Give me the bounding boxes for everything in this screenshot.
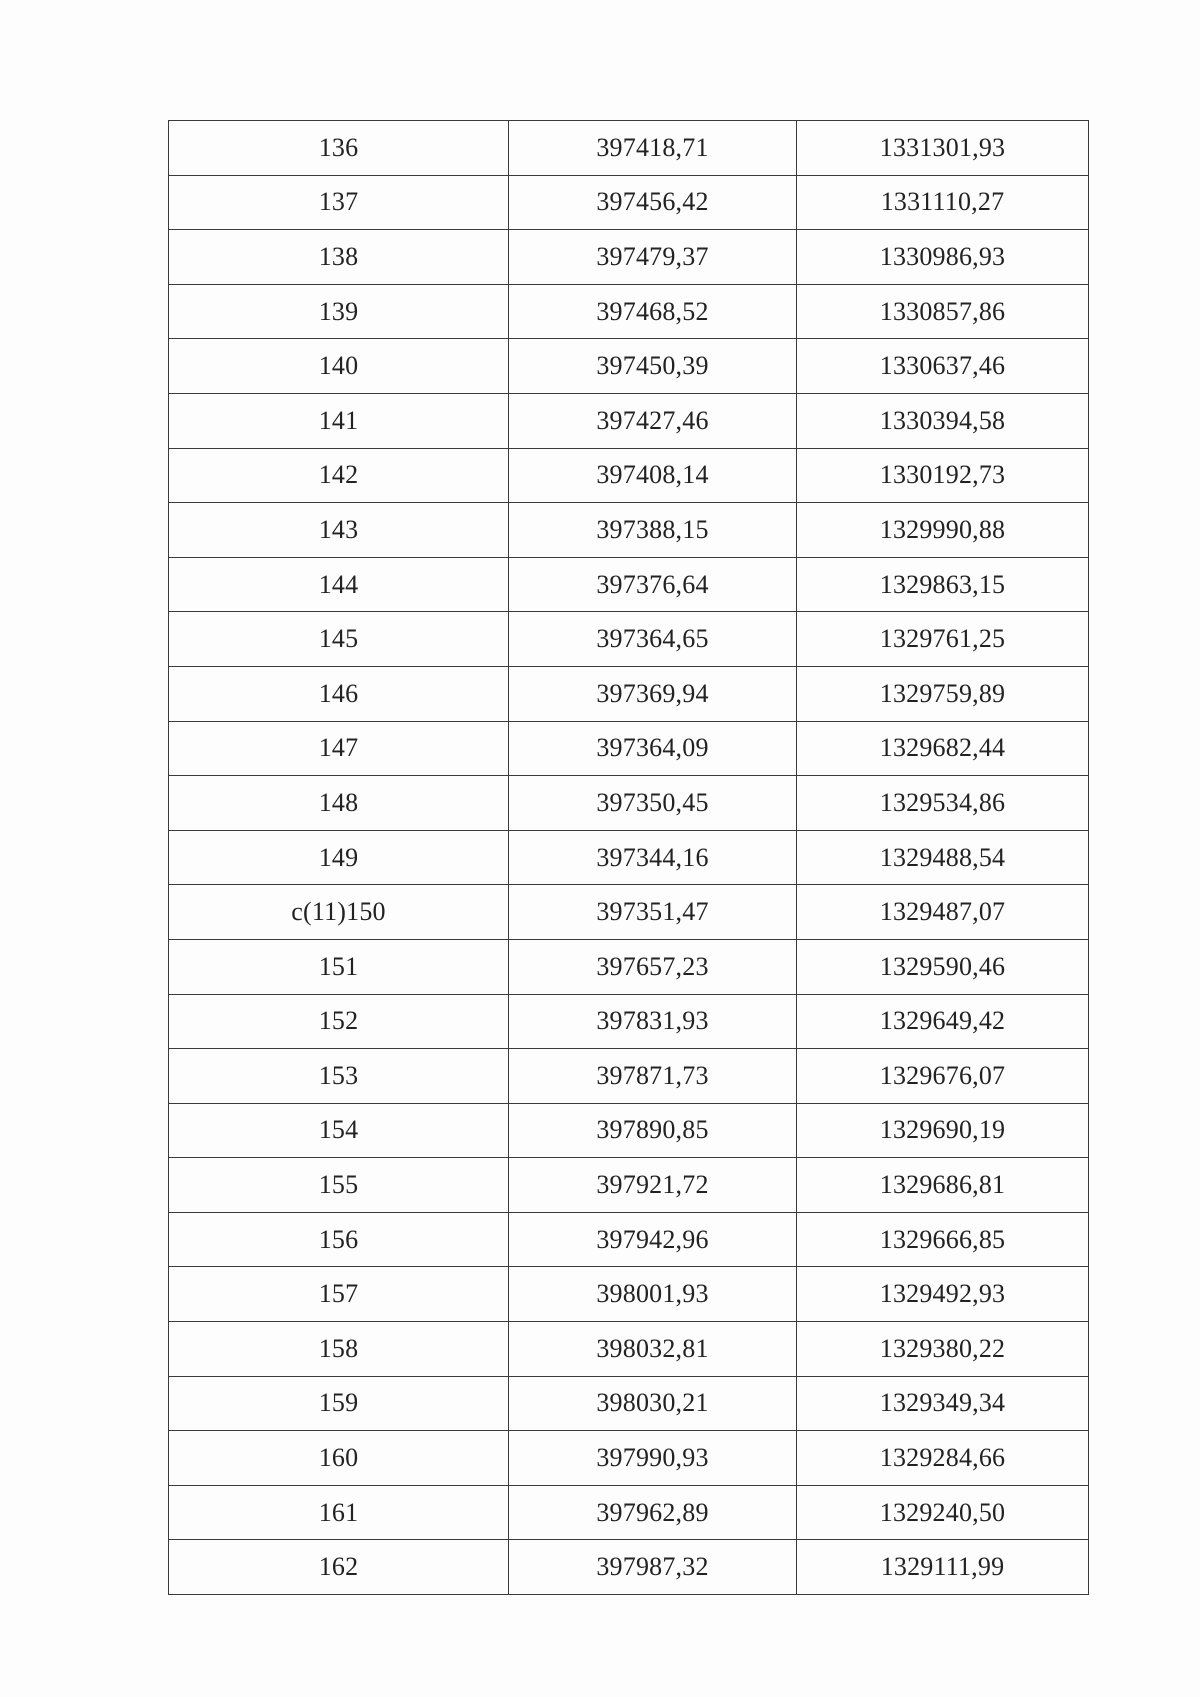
y-coordinate-cell: 1329284,66 <box>797 1431 1089 1486</box>
y-coordinate-cell: 1329590,46 <box>797 939 1089 994</box>
point-number-cell: 161 <box>169 1485 509 1540</box>
table-row <box>169 230 1089 285</box>
x-coordinate-cell: 397987,32 <box>509 1540 797 1595</box>
table-row <box>169 830 1089 885</box>
x-coordinate-cell: 397350,45 <box>509 776 797 831</box>
point-number-cell: 148 <box>169 776 509 831</box>
point-number-cell: 146 <box>169 666 509 721</box>
y-coordinate-cell: 1329676,07 <box>797 1049 1089 1104</box>
point-number-cell: 157 <box>169 1267 509 1322</box>
x-coordinate-cell: 397351,47 <box>509 885 797 940</box>
y-coordinate-cell: 1329990,88 <box>797 503 1089 558</box>
point-number-cell: 139 <box>169 284 509 339</box>
x-coordinate-cell: 397468,52 <box>509 284 797 339</box>
y-coordinate-cell: 1330986,93 <box>797 230 1089 285</box>
table-row <box>169 339 1089 394</box>
y-coordinate-cell: 1329666,85 <box>797 1212 1089 1267</box>
x-coordinate-cell: 397388,15 <box>509 503 797 558</box>
x-coordinate-cell: 397450,39 <box>509 339 797 394</box>
point-number-cell: 152 <box>169 994 509 1049</box>
y-coordinate-cell: 1329649,42 <box>797 994 1089 1049</box>
point-number-cell: 137 <box>169 175 509 230</box>
table-row <box>169 284 1089 339</box>
point-number-cell: 154 <box>169 1103 509 1158</box>
table-row <box>169 1376 1089 1431</box>
y-coordinate-cell: 1331110,27 <box>797 175 1089 230</box>
x-coordinate-cell: 397990,93 <box>509 1431 797 1486</box>
point-number-cell: 136 <box>169 121 509 176</box>
x-coordinate-cell: 397364,09 <box>509 721 797 776</box>
table-row <box>169 503 1089 558</box>
point-number-cell: 153 <box>169 1049 509 1104</box>
x-coordinate-cell: 397890,85 <box>509 1103 797 1158</box>
table-row <box>169 393 1089 448</box>
table-row <box>169 175 1089 230</box>
y-coordinate-cell: 1330637,46 <box>797 339 1089 394</box>
y-coordinate-cell: 1329863,15 <box>797 557 1089 612</box>
point-number-cell: 149 <box>169 830 509 885</box>
point-number-cell: 144 <box>169 557 509 612</box>
point-number-cell: 155 <box>169 1158 509 1213</box>
point-number-cell: c(11)150 <box>169 885 509 940</box>
x-coordinate-cell: 398001,93 <box>509 1267 797 1322</box>
point-number-cell: 159 <box>169 1376 509 1431</box>
x-coordinate-cell: 397831,93 <box>509 994 797 1049</box>
coordinates-table <box>168 120 1089 1595</box>
table-row <box>169 1431 1089 1486</box>
y-coordinate-cell: 1331301,93 <box>797 121 1089 176</box>
table-row <box>169 121 1089 176</box>
table-row <box>169 448 1089 503</box>
y-coordinate-cell: 1329682,44 <box>797 721 1089 776</box>
table-row <box>169 994 1089 1049</box>
point-number-cell: 142 <box>169 448 509 503</box>
table-row <box>169 612 1089 667</box>
x-coordinate-cell: 398030,21 <box>509 1376 797 1431</box>
table-row <box>169 1049 1089 1104</box>
x-coordinate-cell: 397871,73 <box>509 1049 797 1104</box>
point-number-cell: 141 <box>169 393 509 448</box>
y-coordinate-cell: 1330857,86 <box>797 284 1089 339</box>
y-coordinate-cell: 1330192,73 <box>797 448 1089 503</box>
x-coordinate-cell: 397456,42 <box>509 175 797 230</box>
table-row <box>169 557 1089 612</box>
point-number-cell: 162 <box>169 1540 509 1595</box>
point-number-cell: 156 <box>169 1212 509 1267</box>
x-coordinate-cell: 397376,64 <box>509 557 797 612</box>
y-coordinate-cell: 1329492,93 <box>797 1267 1089 1322</box>
point-number-cell: 138 <box>169 230 509 285</box>
y-coordinate-cell: 1329761,25 <box>797 612 1089 667</box>
point-number-cell: 147 <box>169 721 509 776</box>
coordinates-table-body <box>169 121 1089 1595</box>
x-coordinate-cell: 397479,37 <box>509 230 797 285</box>
table-row <box>169 666 1089 721</box>
x-coordinate-cell: 397921,72 <box>509 1158 797 1213</box>
table-row <box>169 1485 1089 1540</box>
x-coordinate-cell: 397369,94 <box>509 666 797 721</box>
point-number-cell: 158 <box>169 1322 509 1377</box>
x-coordinate-cell: 397408,14 <box>509 448 797 503</box>
x-coordinate-cell: 397418,71 <box>509 121 797 176</box>
y-coordinate-cell: 1329240,50 <box>797 1485 1089 1540</box>
y-coordinate-cell: 1329488,54 <box>797 830 1089 885</box>
point-number-cell: 143 <box>169 503 509 558</box>
table-row <box>169 1158 1089 1213</box>
table-row <box>169 776 1089 831</box>
y-coordinate-cell: 1329759,89 <box>797 666 1089 721</box>
x-coordinate-cell: 397364,65 <box>509 612 797 667</box>
x-coordinate-cell: 397942,96 <box>509 1212 797 1267</box>
table-row <box>169 1322 1089 1377</box>
point-number-cell: 160 <box>169 1431 509 1486</box>
table-row <box>169 1212 1089 1267</box>
y-coordinate-cell: 1329111,99 <box>797 1540 1089 1595</box>
x-coordinate-cell: 397344,16 <box>509 830 797 885</box>
point-number-cell: 151 <box>169 939 509 994</box>
point-number-cell: 140 <box>169 339 509 394</box>
y-coordinate-cell: 1329534,86 <box>797 776 1089 831</box>
x-coordinate-cell: 397962,89 <box>509 1485 797 1540</box>
y-coordinate-cell: 1329349,34 <box>797 1376 1089 1431</box>
y-coordinate-cell: 1329690,19 <box>797 1103 1089 1158</box>
table-row <box>169 939 1089 994</box>
table-row <box>169 885 1089 940</box>
x-coordinate-cell: 397657,23 <box>509 939 797 994</box>
table-row <box>169 1267 1089 1322</box>
x-coordinate-cell: 397427,46 <box>509 393 797 448</box>
y-coordinate-cell: 1329686,81 <box>797 1158 1089 1213</box>
y-coordinate-cell: 1330394,58 <box>797 393 1089 448</box>
x-coordinate-cell: 398032,81 <box>509 1322 797 1377</box>
y-coordinate-cell: 1329380,22 <box>797 1322 1089 1377</box>
table-row <box>169 1540 1089 1595</box>
y-coordinate-cell: 1329487,07 <box>797 885 1089 940</box>
table-row <box>169 1103 1089 1158</box>
table-row <box>169 721 1089 776</box>
point-number-cell: 145 <box>169 612 509 667</box>
